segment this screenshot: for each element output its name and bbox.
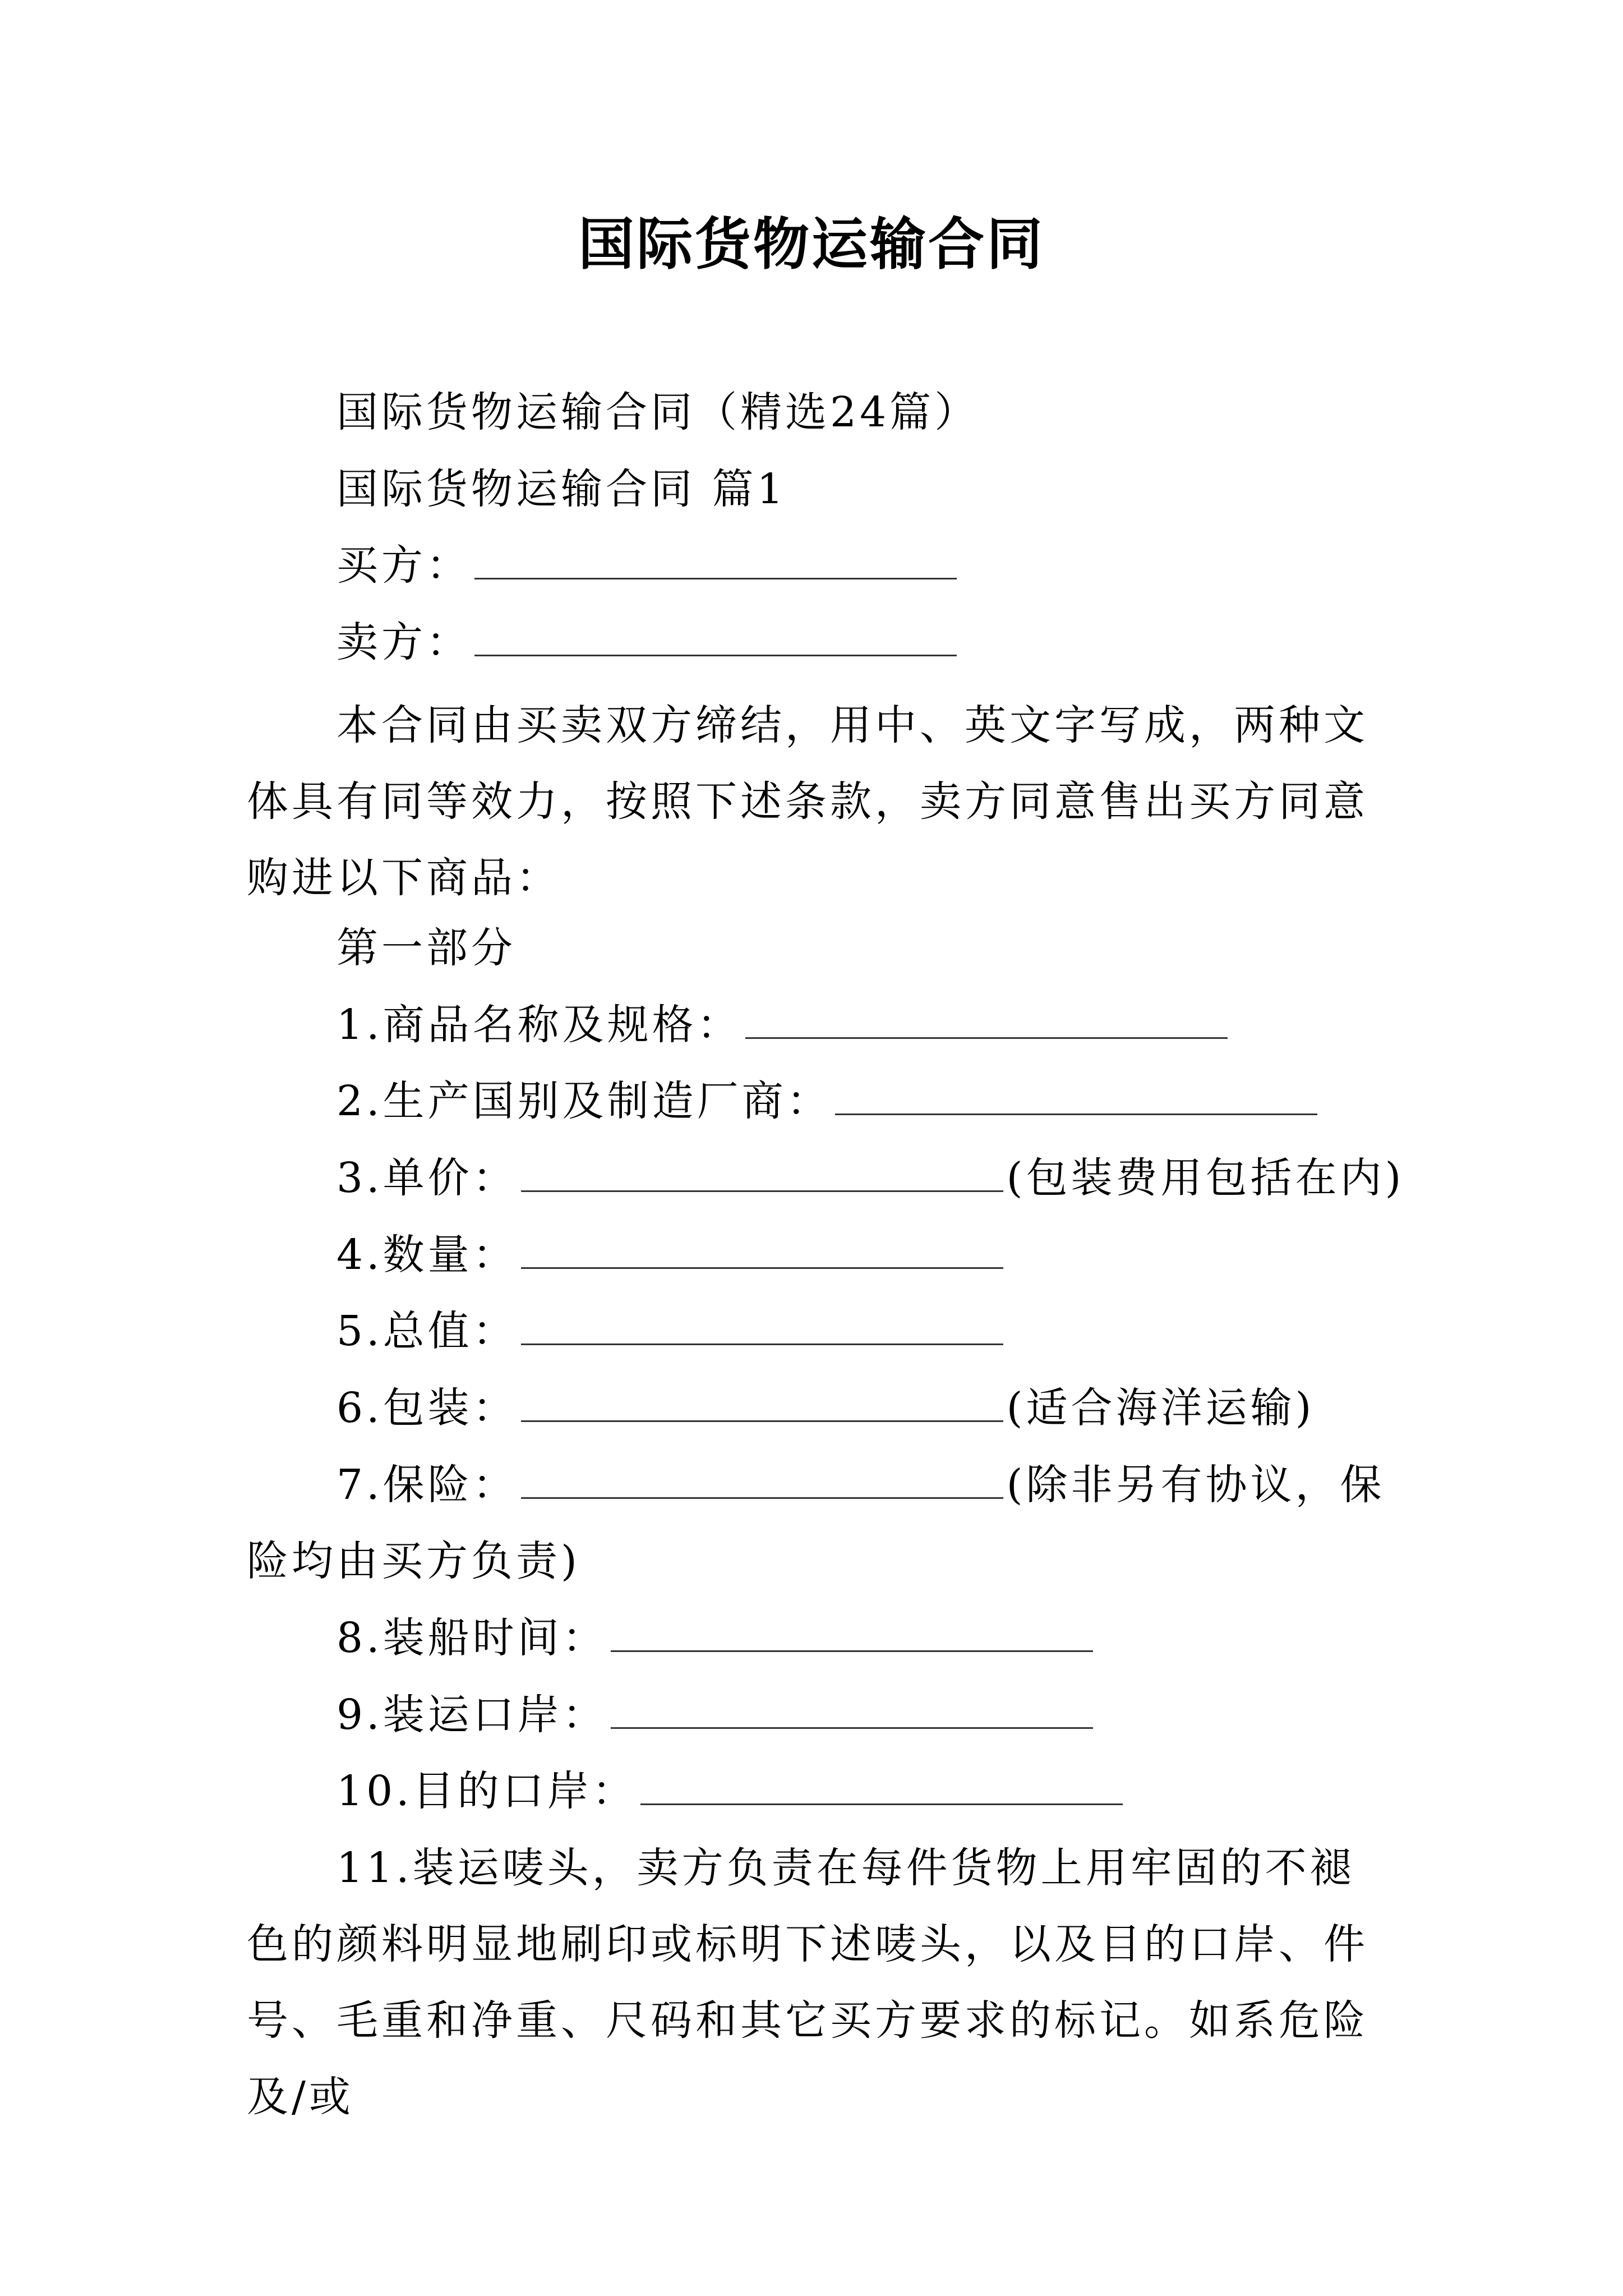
seller-label: 卖方： — [336, 618, 471, 666]
item-2-blank — [835, 1074, 1317, 1115]
item-2 — [336, 1073, 1321, 1129]
item-9-label: 9.装运口岸： — [336, 1691, 607, 1739]
intro-paragraph: 本合同由买卖双方缔结，用中、英文字写成，两种文体具有同等效力，按照下述条款，卖方同意售出买方同意购进以下商品： — [247, 701, 1368, 902]
buyer-blank — [474, 539, 957, 579]
item-8-label: 8.装船时间： — [336, 1614, 607, 1662]
item-10 — [336, 1763, 1126, 1819]
buyer-line — [336, 537, 960, 593]
item-1-blank — [745, 998, 1228, 1039]
item-7-continuation: 险均由买方负责) — [247, 1537, 580, 1585]
item-8 — [336, 1610, 1096, 1666]
item-4-label: 4.数量： — [336, 1231, 518, 1279]
item-3-blank — [521, 1151, 1003, 1192]
item-9-blank — [611, 1688, 1093, 1729]
item-1 — [336, 997, 1231, 1053]
item-5-label: 5.总值： — [336, 1307, 518, 1355]
item-4 — [336, 1227, 1007, 1283]
item-3 — [336, 1150, 1404, 1206]
subtitle: 国际货物运输合同（精选24篇） — [336, 388, 980, 436]
item-8-blank — [611, 1611, 1093, 1652]
item-9 — [336, 1687, 1096, 1743]
item-10-blank — [640, 1764, 1123, 1805]
item-6 — [336, 1380, 1315, 1436]
seller-blank — [474, 615, 957, 656]
item-3-note: (包装费用包括在内) — [1006, 1154, 1405, 1202]
item-7 — [336, 1457, 1385, 1513]
item-7-blank — [521, 1458, 1003, 1499]
document-title: 国际货物运输合同 — [578, 211, 1045, 277]
item-6-note: (适合海洋运输) — [1006, 1384, 1315, 1432]
item-2-label: 2.生产国别及制造厂商： — [336, 1077, 832, 1125]
item-7-label: 7.保险： — [336, 1461, 518, 1509]
item-4-blank — [521, 1228, 1003, 1269]
buyer-label: 买方： — [336, 541, 471, 590]
seller-line — [336, 614, 960, 670]
item-6-blank — [521, 1381, 1003, 1422]
item-10-label: 10.目的口岸： — [336, 1767, 637, 1815]
item-1-label: 1.商品名称及规格： — [336, 1001, 742, 1049]
item-5-blank — [521, 1304, 1003, 1345]
item-3-label: 3.单价： — [336, 1154, 518, 1202]
item-6-label: 6.包装： — [336, 1384, 518, 1432]
section-heading: 国际货物运输合同 篇1 — [336, 465, 787, 513]
item-5 — [336, 1303, 1007, 1359]
item-7-note: (除非另有协议，保 — [1006, 1461, 1385, 1509]
item-11-paragraph: 11.装运唛头，卖方负责在每件货物上用牢固的不褪色的颜料明显地刷印或标明下述唛头，以及目的口岸、件号、毛重和净重、尺码和其它买方要求的标记。如系危险及/或 — [247, 1844, 1368, 2121]
part-heading: 第一部分 — [336, 924, 516, 972]
